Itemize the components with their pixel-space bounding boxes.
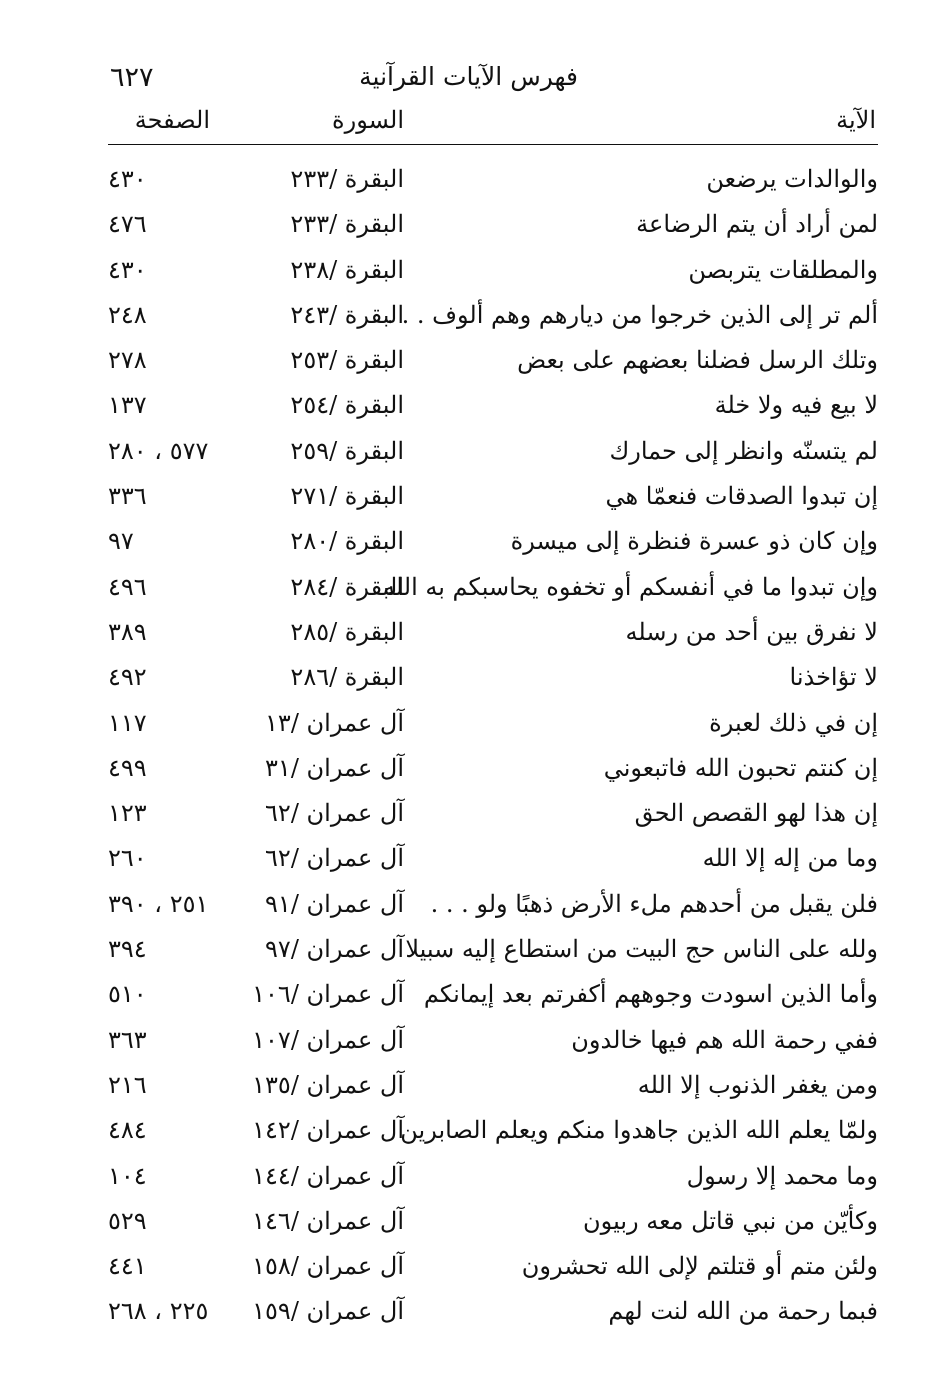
ayah-text: ولمّا يعلم الله الذين جاهدوا منكم ويعلم الصابرين <box>400 1116 878 1145</box>
ayah-text: ففي رحمة الله هم فيها خالدون <box>571 1025 878 1054</box>
page-reference: ٤٣٠ <box>108 255 147 284</box>
index-row <box>108 1112 878 1157</box>
surah-reference: آل عمران /١٣٥ <box>252 1070 404 1099</box>
index-page <box>108 58 878 1348</box>
ayah-text: وما من إله إلا الله <box>702 844 878 873</box>
ayah-text: وإن تبدوا ما في أنفسكم أو تخفوه يحاسبكم به الله <box>382 572 878 601</box>
page-header <box>108 58 878 102</box>
index-row <box>108 433 878 478</box>
ayah-text: إن تبدوا الصدقات فنعمّا هي <box>605 482 878 511</box>
ayah-text: والوالدات يرضعن <box>706 165 878 193</box>
surah-reference: البقرة /٢٣٨ <box>290 255 404 284</box>
page-reference: ٣٩٤ <box>108 935 147 964</box>
page-reference: ٥١٠ <box>108 980 147 1009</box>
index-row <box>108 161 878 206</box>
index-row <box>108 886 878 931</box>
page-reference: ٣٦٣ <box>108 1025 147 1054</box>
ayah-text: وما محمد إلا رسول <box>686 1161 878 1190</box>
page-reference: ٤٧٦ <box>108 210 147 239</box>
ayah-text: وأما الذين اسودت وجوههم أكفرتم بعد إيمانكم <box>423 980 878 1009</box>
column-header-ayah: الآية <box>836 106 876 134</box>
surah-reference: آل عمران /١٥٨ <box>252 1252 404 1281</box>
ayah-text: وإن كان ذو عسرة فنظرة إلى ميسرة <box>510 527 878 556</box>
ayah-text: ولله على الناس حج البيت من استطاع إليه سبيلا <box>405 935 878 964</box>
index-row <box>108 1293 878 1338</box>
page-reference: ٢٤٨ <box>108 300 147 329</box>
surah-reference: آل عمران /١٤٦ <box>252 1206 404 1235</box>
surah-reference: آل عمران /١٠٦ <box>252 980 404 1009</box>
surah-reference: البقرة /٢٨٦ <box>290 663 404 692</box>
index-row <box>108 252 878 297</box>
verse-index-list <box>108 161 878 1339</box>
page-reference: ١١٧ <box>108 708 147 737</box>
ayah-text: وتلك الرسل فضلنا بعضهم على بعض <box>517 346 878 375</box>
index-row <box>108 659 878 704</box>
page-reference: ٤٨٤ <box>108 1116 147 1145</box>
index-row <box>108 1203 878 1248</box>
column-header-row <box>108 102 878 145</box>
surah-reference: آل عمران /١٥٩ <box>252 1297 404 1326</box>
ayah-text: ومن يغفر الذنوب إلا الله <box>637 1070 878 1099</box>
index-row <box>108 569 878 614</box>
page-reference: ٢١٦ <box>108 1070 147 1099</box>
ayah-text: والمطلقات يتربصن <box>688 255 878 284</box>
index-row <box>108 614 878 659</box>
ayah-text: إن في ذلك لعبرة <box>709 708 878 737</box>
ayah-text: إن هذا لهو القصص الحق <box>634 799 878 828</box>
ayah-text: ولئن متم أو قتلتم لإلى الله تحشرون <box>521 1252 878 1281</box>
ayah-text: لا تؤاخذنا <box>789 663 878 692</box>
surah-reference: آل عمران /٣١ <box>265 753 404 782</box>
surah-reference: البقرة /٢٥٩ <box>290 436 404 465</box>
page-reference: ١٠٤ <box>108 1161 147 1190</box>
surah-reference: آل عمران /٦٢ <box>265 844 404 873</box>
column-header-page: الصفحة <box>134 106 210 134</box>
page-reference: ٥٢٩ <box>108 1206 147 1235</box>
running-title: فهرس الآيات القرآنية <box>359 62 578 91</box>
surah-reference: البقرة /٢٥٤ <box>290 391 404 420</box>
page-reference: ٤٣٠ <box>108 165 147 193</box>
index-row <box>108 1248 878 1293</box>
index-row <box>108 297 878 342</box>
surah-reference: البقرة /٢٨٤ <box>290 572 404 601</box>
page-number: ٦٢٧ <box>110 62 154 93</box>
page-reference: ٢٦٠ <box>108 844 147 873</box>
index-row <box>108 1067 878 1112</box>
ayah-text: لم يتسنّه وانظر إلى حمارك <box>609 436 878 465</box>
surah-reference: آل عمران /١٠٧ <box>252 1025 404 1054</box>
index-row <box>108 478 878 523</box>
surah-reference: آل عمران /٩١ <box>265 889 404 918</box>
page-reference: ٢٥١ ، ٣٩٠ <box>108 889 209 918</box>
index-row <box>108 1022 878 1067</box>
page-reference: ٤٩٢ <box>108 663 147 692</box>
index-row <box>108 795 878 840</box>
surah-reference: آل عمران /١٤٤ <box>252 1161 404 1190</box>
surah-reference: البقرة /٢٣٣ <box>290 210 404 239</box>
page-reference: ١٣٧ <box>108 391 147 420</box>
surah-reference: البقرة /٢٤٣ <box>290 300 404 329</box>
ayah-text: فلن يقبل من أحدهم ملء الأرض ذهبًا ولو . . . <box>430 889 878 918</box>
index-row <box>108 342 878 387</box>
surah-reference: البقرة /٢٧١ <box>290 482 404 511</box>
index-row <box>108 1158 878 1203</box>
surah-reference: آل عمران /٦٢ <box>265 799 404 828</box>
index-row <box>108 206 878 251</box>
ayah-text: لمن أراد أن يتم الرضاعة <box>636 210 878 239</box>
page-reference: ٩٧ <box>108 527 134 556</box>
surah-reference: البقرة /٢٣٣ <box>290 165 404 193</box>
ayah-text: ألم تر إلى الذين خرجوا من ديارهم وهم ألوف . . . <box>386 300 878 329</box>
ayah-text: فبما رحمة من الله لنت لهم <box>608 1297 878 1326</box>
page-reference: ١٢٣ <box>108 799 147 828</box>
index-row <box>108 523 878 568</box>
ayah-text: وكأيّن من نبي قاتل معه ربيون <box>583 1206 878 1235</box>
ayah-text: لا نفرق بين أحد من رسله <box>625 617 878 646</box>
page-reference: ٤٩٩ <box>108 753 147 782</box>
index-row <box>108 387 878 432</box>
index-row <box>108 931 878 976</box>
page-reference: ٣٣٦ <box>108 482 147 511</box>
page-reference: ٤٤١ <box>108 1252 147 1281</box>
surah-reference: البقرة /٢٥٣ <box>290 346 404 375</box>
ayah-text: إن كنتم تحبون الله فاتبعوني <box>603 753 878 782</box>
index-row <box>108 840 878 885</box>
surah-reference: البقرة /٢٨٠ <box>290 527 404 556</box>
page-reference: ٢٢٥ ، ٢٦٨ <box>108 1297 209 1326</box>
page-reference: ٤٩٦ <box>108 572 147 601</box>
index-row <box>108 976 878 1021</box>
surah-reference: آل عمران /١٤٢ <box>252 1116 404 1145</box>
ayah-text: لا بيع فيه ولا خلة <box>714 391 878 420</box>
surah-reference: آل عمران /١٣ <box>265 708 404 737</box>
page-reference: ٥٧٧ ، ٢٨٠ <box>108 436 209 465</box>
column-header-surah: السورة <box>332 106 404 134</box>
page-reference: ٢٧٨ <box>108 346 147 375</box>
index-row <box>108 750 878 795</box>
surah-reference: آل عمران /٩٧ <box>265 935 404 964</box>
surah-reference: البقرة /٢٨٥ <box>290 617 404 646</box>
index-row <box>108 705 878 750</box>
page-reference: ٣٨٩ <box>108 617 147 646</box>
